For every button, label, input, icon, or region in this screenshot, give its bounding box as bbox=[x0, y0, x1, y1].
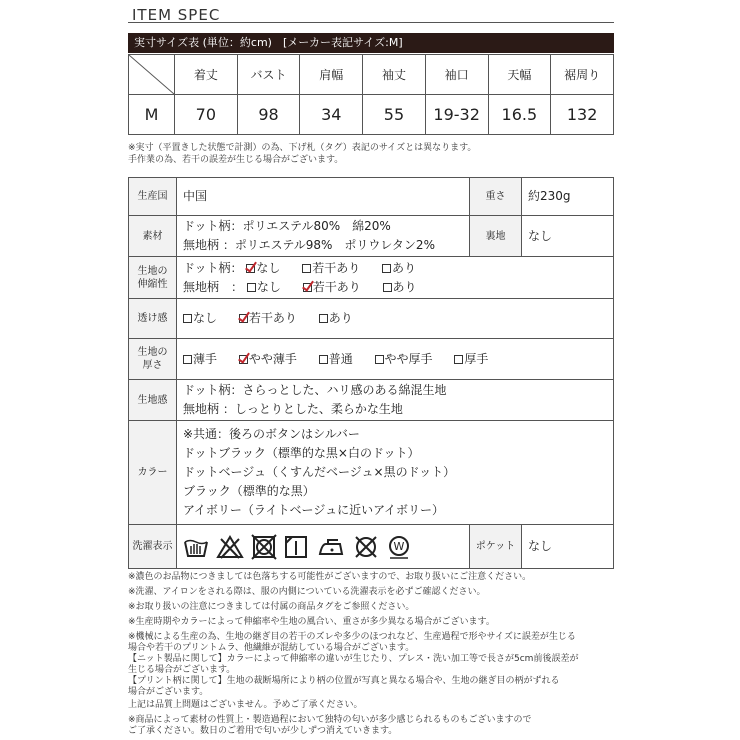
origin-value: 中国 bbox=[177, 178, 470, 216]
color-line: ドットベージュ（くすんだベージュ×黒のドット） bbox=[183, 465, 456, 479]
option-label: なし bbox=[256, 260, 281, 275]
checked-box-icon bbox=[239, 314, 248, 323]
option-label: あり bbox=[392, 279, 417, 294]
footer-note: ご了承ください。数日のご着用で匂いが少しずつ消えていきます。 bbox=[128, 726, 398, 736]
option-label: 若干あり bbox=[248, 311, 297, 325]
material-label: 素材 bbox=[129, 216, 177, 257]
wash-icons bbox=[177, 525, 470, 569]
size-value: 16.5 bbox=[488, 95, 551, 135]
weight-value: 約230g bbox=[522, 178, 614, 216]
color-line: アイボリー（ライトベージュに近いアイボリー） bbox=[183, 503, 445, 517]
thickness-options bbox=[177, 339, 614, 380]
option-label: 若干あり bbox=[312, 260, 361, 275]
footer-notes bbox=[128, 570, 620, 737]
column-header: 袖口 bbox=[425, 55, 488, 95]
option-label: 普通 bbox=[328, 351, 353, 366]
iron-low-icon bbox=[316, 534, 346, 560]
size-table bbox=[128, 54, 614, 135]
lining-label: 裏地 bbox=[470, 216, 522, 257]
wash-label: 洗濯表示 bbox=[129, 525, 177, 569]
footer-note: 生じる場合がございます。 bbox=[128, 665, 236, 675]
stretch-dot-none bbox=[246, 261, 280, 275]
thickness-label bbox=[129, 339, 177, 380]
option-label: 若干あり bbox=[312, 279, 361, 294]
size-table-caption: 実寸サイズ表 (単位：約cm) [メーカー表記サイズ:M] bbox=[128, 33, 614, 53]
footer-note: 【プリント柄に関して】生地の裁断場所により柄の位置が写真と異なる場合や、生地の継ぎ目の柄がずれる bbox=[128, 676, 560, 686]
checkbox-icon bbox=[183, 355, 192, 364]
footer-note: 場合や若干のプリントムラ、他繊維が混紡している場合がございます。 bbox=[128, 643, 415, 653]
stretch-dot-label: ドット柄： bbox=[183, 260, 243, 275]
option-label: あり bbox=[392, 260, 417, 275]
color-label: カラー bbox=[129, 421, 177, 525]
page-title: ITEM SPEC bbox=[132, 6, 221, 24]
thickness-thick bbox=[454, 352, 488, 366]
stretch-dot-yes bbox=[382, 261, 416, 275]
stretch-plain-label: 無地柄 ： bbox=[183, 279, 244, 294]
checkbox-icon bbox=[302, 264, 311, 273]
column-header: バスト bbox=[237, 55, 300, 95]
size-label: M bbox=[129, 95, 175, 135]
option-label: なし bbox=[193, 311, 218, 325]
column-header: 裾周り bbox=[551, 55, 614, 95]
color-list bbox=[177, 421, 614, 525]
checkbox-icon bbox=[383, 283, 392, 292]
no-tumble-dry-icon bbox=[251, 534, 277, 560]
stretch-options bbox=[177, 257, 614, 299]
corner-cell bbox=[129, 55, 175, 95]
size-value: 132 bbox=[551, 95, 614, 135]
material-line: ドット柄：ポリエステル80% 綿20% bbox=[183, 219, 391, 233]
column-header: 袖丈 bbox=[363, 55, 426, 95]
footer-note: 場合がございます。 bbox=[128, 687, 209, 697]
checkbox-icon bbox=[454, 355, 463, 364]
sheer-options bbox=[177, 299, 614, 339]
stretch-label-text: 生地の伸縮性 bbox=[137, 265, 168, 290]
checkbox-icon bbox=[183, 314, 192, 323]
size-value: 98 bbox=[237, 95, 300, 135]
column-header: 天幅 bbox=[488, 55, 551, 95]
thickness-slightly-thin bbox=[239, 352, 297, 366]
sheer-yes bbox=[319, 311, 353, 325]
size-note-line: 手作業の為、若干の誤差が生じる場合がございます。 bbox=[128, 155, 344, 165]
no-dry-clean-icon bbox=[353, 534, 379, 560]
title-divider bbox=[128, 22, 614, 23]
footer-note: ※洗濯、アイロンをされる際は、服の内側についている洗濯表示を必ずご確認ください。 bbox=[128, 587, 486, 597]
wet-clean-weak-icon bbox=[386, 534, 412, 560]
color-line: ブラック（標準的な黒） bbox=[183, 484, 315, 498]
option-label: 薄手 bbox=[193, 351, 218, 366]
checked-box-icon bbox=[246, 264, 255, 273]
color-line: ドットブラック（標準的な黒×白のドット） bbox=[183, 446, 420, 460]
footer-note: 上記は品質上問題はございません。予めご了承ください。 bbox=[128, 700, 363, 710]
svg-text:W: W bbox=[393, 539, 405, 553]
sheer-none bbox=[183, 311, 217, 325]
column-header: 肩幅 bbox=[300, 55, 363, 95]
size-value: 70 bbox=[175, 95, 238, 135]
lining-value: なし bbox=[522, 216, 614, 257]
thickness-slightly-thick bbox=[375, 352, 433, 366]
option-label: あり bbox=[328, 311, 353, 325]
feel-label: 生地感 bbox=[129, 380, 177, 421]
checkbox-icon bbox=[247, 283, 256, 292]
checkbox-icon bbox=[319, 314, 328, 323]
color-line: ※共通：後ろのボタンはシルバー bbox=[183, 427, 360, 441]
stretch-plain-yes bbox=[383, 280, 417, 294]
pocket-label: ポケット bbox=[470, 525, 522, 569]
feel-line: ドット柄：さらっとした、ハリ感のある綿混生地 bbox=[183, 383, 447, 397]
thickness-thin bbox=[183, 352, 217, 366]
column-header: 着丈 bbox=[175, 55, 238, 95]
option-label: やや薄手 bbox=[248, 351, 297, 366]
size-value: 55 bbox=[363, 95, 426, 135]
stretch-label bbox=[129, 257, 177, 299]
weight-label: 重さ bbox=[470, 178, 522, 216]
size-note bbox=[128, 142, 618, 166]
no-bleach-icon bbox=[216, 534, 244, 560]
material-value bbox=[177, 216, 470, 257]
option-label: 厚手 bbox=[464, 351, 489, 366]
thickness-normal bbox=[319, 352, 353, 366]
checkbox-icon bbox=[319, 355, 328, 364]
pocket-value: なし bbox=[522, 525, 614, 569]
stretch-plain-none bbox=[247, 280, 281, 294]
sheer-slight bbox=[239, 311, 297, 325]
origin-label: 生産国 bbox=[129, 178, 177, 216]
footer-note: ※商品によって素材の性質上・製造過程において独特の匂いが多少感じられるものもございますので bbox=[128, 715, 532, 725]
line-dry-shade-icon bbox=[283, 534, 309, 560]
footer-note: ※生産時期やカラーによって伸縮率や生地の風合い、重さが多少異なる場合がございます。 bbox=[128, 617, 495, 627]
sheer-label: 透け感 bbox=[129, 299, 177, 339]
size-value: 19-32 bbox=[425, 95, 488, 135]
material-line: 無地柄 ：ポリエステル98% ポリウレタン2% bbox=[183, 238, 435, 252]
checkbox-icon bbox=[382, 264, 391, 273]
checked-box-icon bbox=[239, 355, 248, 364]
stretch-plain-slight bbox=[303, 280, 361, 294]
footer-note: ※濃色のお品物につきましては色落ちする可能性がございますので、お取り扱いにご注意ください。 bbox=[128, 572, 532, 582]
option-label: なし bbox=[256, 279, 281, 294]
stretch-dot-slight bbox=[302, 261, 360, 275]
footer-note: ※お取り扱いの注意につきましては付属の商品タグをご参照ください。 bbox=[128, 602, 415, 612]
checked-box-icon bbox=[303, 283, 312, 292]
thickness-label-text: 生地の厚さ bbox=[137, 347, 168, 371]
checkbox-icon bbox=[375, 355, 384, 364]
size-value: 34 bbox=[300, 95, 363, 135]
hand-wash-icon bbox=[183, 534, 209, 560]
feel-value bbox=[177, 380, 614, 421]
spec-table bbox=[128, 177, 614, 569]
footer-note: ※機械による生産の為、生地の継ぎ目の若干のズレや多少のほつれなど、生産過程で形やサイズに誤差が生じる bbox=[128, 632, 576, 642]
option-label: やや厚手 bbox=[384, 351, 433, 366]
footer-note: 【ニット製品に関して】カラーによって伸縮率の違いが生じたり、プレス・洗い加工等で長さが5cm前後誤差が bbox=[128, 654, 579, 664]
feel-line: 無地柄 ：しっとりとした、柔らかな生地 bbox=[183, 402, 403, 416]
size-note-line: ※実寸（平置きした状態で計測）の為、下げ札（タグ）表記のサイズとは異なります。 bbox=[128, 143, 477, 153]
